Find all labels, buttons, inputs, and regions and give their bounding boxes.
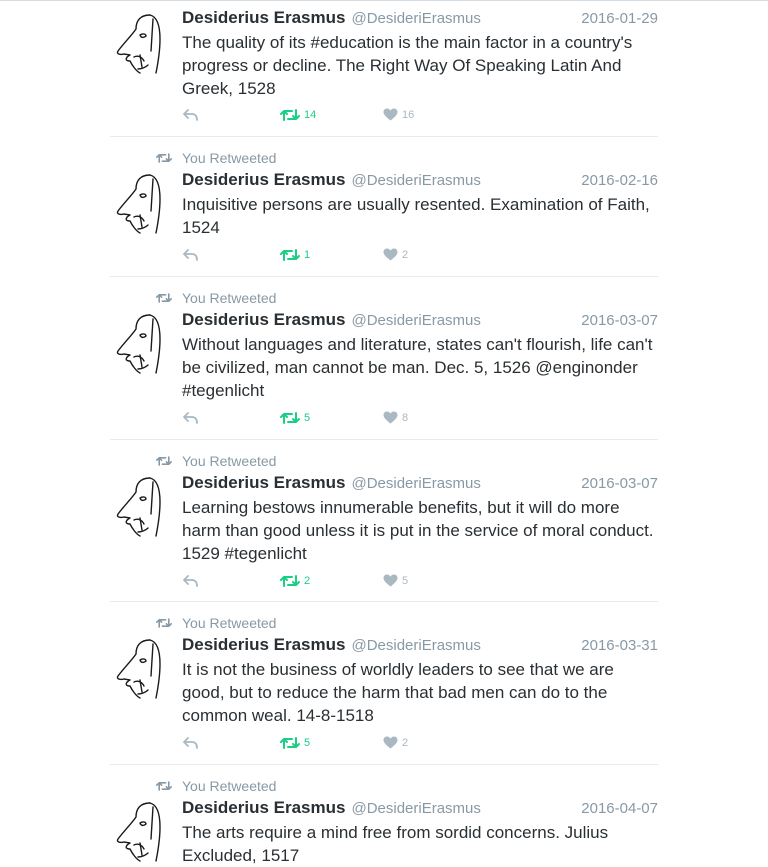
tweet-date[interactable]: 2016-03-07: [581, 312, 658, 329]
author-handle[interactable]: @DesideriErasmus: [351, 475, 481, 492]
retweet-count: 5: [304, 737, 311, 749]
heart-icon: [383, 248, 398, 261]
author-name[interactable]: Desiderius Erasmus: [182, 310, 346, 329]
tweet-header: [182, 170, 658, 192]
reply-button[interactable]: [182, 574, 199, 588]
heart-icon: [383, 736, 398, 749]
retweet-small-icon: [156, 152, 172, 164]
retweet-count: 2: [304, 575, 311, 587]
reply-button[interactable]: [182, 108, 199, 122]
tweet-header: [182, 310, 658, 332]
retweeted-indicator: [156, 778, 276, 794]
reply-icon: [182, 108, 199, 122]
avatar[interactable]: [110, 636, 174, 700]
retweet-button[interactable]: [280, 736, 310, 750]
tweet[interactable]: [110, 602, 658, 765]
retweet-small-icon: [156, 617, 172, 629]
tweet-actions: [182, 108, 482, 124]
retweet-count: 1: [304, 249, 311, 261]
author-name[interactable]: Desiderius Erasmus: [182, 170, 346, 189]
like-count: 2: [402, 736, 409, 749]
tweet[interactable]: [110, 277, 658, 440]
author-name[interactable]: Desiderius Erasmus: [182, 8, 346, 27]
retweet-small-icon: [156, 780, 172, 792]
author-name[interactable]: Desiderius Erasmus: [182, 635, 346, 654]
reply-icon: [182, 574, 199, 588]
tweet-text: Learning bestows innumerable benefits, but it will do more harm than good unless it is put in the service of moral conduct. 1529 #tegenlicht: [182, 498, 654, 563]
heart-icon: [383, 574, 398, 587]
tweet-header: [182, 8, 658, 30]
like-button[interactable]: [383, 248, 408, 261]
like-button[interactable]: [383, 574, 408, 587]
retweeted-label: You Retweeted: [182, 453, 277, 469]
reply-button[interactable]: [182, 411, 199, 425]
tweet-actions: [182, 411, 482, 427]
retweet-icon: [280, 736, 300, 750]
retweet-icon: [280, 574, 300, 588]
tweet[interactable]: [110, 0, 658, 137]
retweet-icon: [280, 248, 300, 262]
retweet-count: 14: [304, 109, 317, 121]
like-button[interactable]: [383, 411, 408, 424]
tweet-date[interactable]: 2016-02-16: [581, 172, 658, 189]
tweet-content: [182, 635, 658, 727]
retweeted-indicator: [156, 615, 276, 631]
tweet-text: Inquisitive persons are usually resented. Examination of Faith, 1524: [182, 195, 650, 237]
like-count: 5: [402, 574, 409, 587]
reply-icon: [182, 736, 199, 750]
avatar[interactable]: [110, 311, 174, 375]
tweet-content: [182, 8, 658, 100]
tweet-header: [182, 635, 658, 657]
tweet-content: [182, 170, 658, 239]
tweet-actions: [182, 248, 482, 264]
heart-icon: [383, 108, 398, 121]
author-handle[interactable]: @DesideriErasmus: [351, 172, 481, 189]
retweet-icon: [280, 108, 300, 122]
retweet-small-icon: [156, 455, 172, 467]
tweet-content: [182, 473, 658, 565]
tweet-text: It is not the business of worldly leaders to see that we are good, but to reduce the harm that bad men can do to the common weal. 14-8-1518: [182, 660, 614, 725]
retweet-button[interactable]: [280, 574, 310, 588]
reply-button[interactable]: [182, 736, 199, 750]
retweeted-indicator: [156, 453, 276, 469]
like-button[interactable]: [383, 108, 414, 121]
retweet-count: 5: [304, 412, 311, 424]
retweet-button[interactable]: [280, 411, 310, 425]
tweet-content: [182, 310, 658, 402]
retweeted-indicator: [156, 290, 276, 306]
retweeted-label: You Retweeted: [182, 615, 277, 631]
retweeted-indicator: [156, 150, 276, 166]
tweet-date[interactable]: 2016-03-07: [581, 475, 658, 492]
author-handle[interactable]: @DesideriErasmus: [351, 637, 481, 654]
like-count: 2: [402, 248, 409, 261]
tweet-date[interactable]: 2016-04-07: [581, 800, 658, 817]
avatar[interactable]: [110, 799, 174, 863]
author-name[interactable]: Desiderius Erasmus: [182, 798, 346, 817]
tweet-text: The arts require a mind free from sordid concerns. Julius Excluded, 1517: [182, 823, 609, 865]
tweet-content: [182, 798, 658, 867]
retweeted-label: You Retweeted: [182, 290, 277, 306]
author-handle[interactable]: @DesideriErasmus: [351, 10, 481, 27]
like-count: 16: [402, 108, 415, 121]
tweet-actions: [182, 736, 482, 752]
tweet-text: The quality of its #education is the main factor in a country's progress or decline. The Right Way Of Speaking Latin And Greek, 1528: [182, 33, 633, 98]
retweeted-label: You Retweeted: [182, 150, 277, 166]
heart-icon: [383, 411, 398, 424]
tweet[interactable]: [110, 440, 658, 602]
reply-icon: [182, 411, 199, 425]
like-button[interactable]: [383, 736, 408, 749]
retweet-button[interactable]: [280, 248, 310, 262]
author-name[interactable]: Desiderius Erasmus: [182, 473, 346, 492]
tweet-text: Without languages and literature, states can't flourish, life can't be civilized, man cannot be man. Dec. 5, 1526 @enginonder #tegenlicht: [182, 335, 653, 400]
avatar[interactable]: [110, 11, 174, 75]
reply-button[interactable]: [182, 248, 199, 262]
retweet-small-icon: [156, 292, 172, 304]
tweet-date[interactable]: 2016-01-29: [581, 10, 658, 27]
retweet-icon: [280, 411, 300, 425]
like-count: 8: [402, 411, 409, 424]
tweet[interactable]: [110, 137, 658, 277]
retweeted-label: You Retweeted: [182, 778, 277, 794]
author-handle[interactable]: @DesideriErasmus: [351, 312, 481, 329]
reply-icon: [182, 248, 199, 262]
tweet-header: [182, 798, 658, 820]
timeline: [110, 0, 658, 864]
tweet-date[interactable]: 2016-03-31: [581, 637, 658, 654]
retweet-button[interactable]: [280, 108, 316, 122]
avatar[interactable]: [110, 171, 174, 235]
tweet-header: [182, 473, 658, 495]
tweet-actions: [182, 574, 482, 590]
author-handle[interactable]: @DesideriErasmus: [351, 800, 481, 817]
avatar[interactable]: [110, 474, 174, 538]
tweet[interactable]: [110, 765, 658, 864]
